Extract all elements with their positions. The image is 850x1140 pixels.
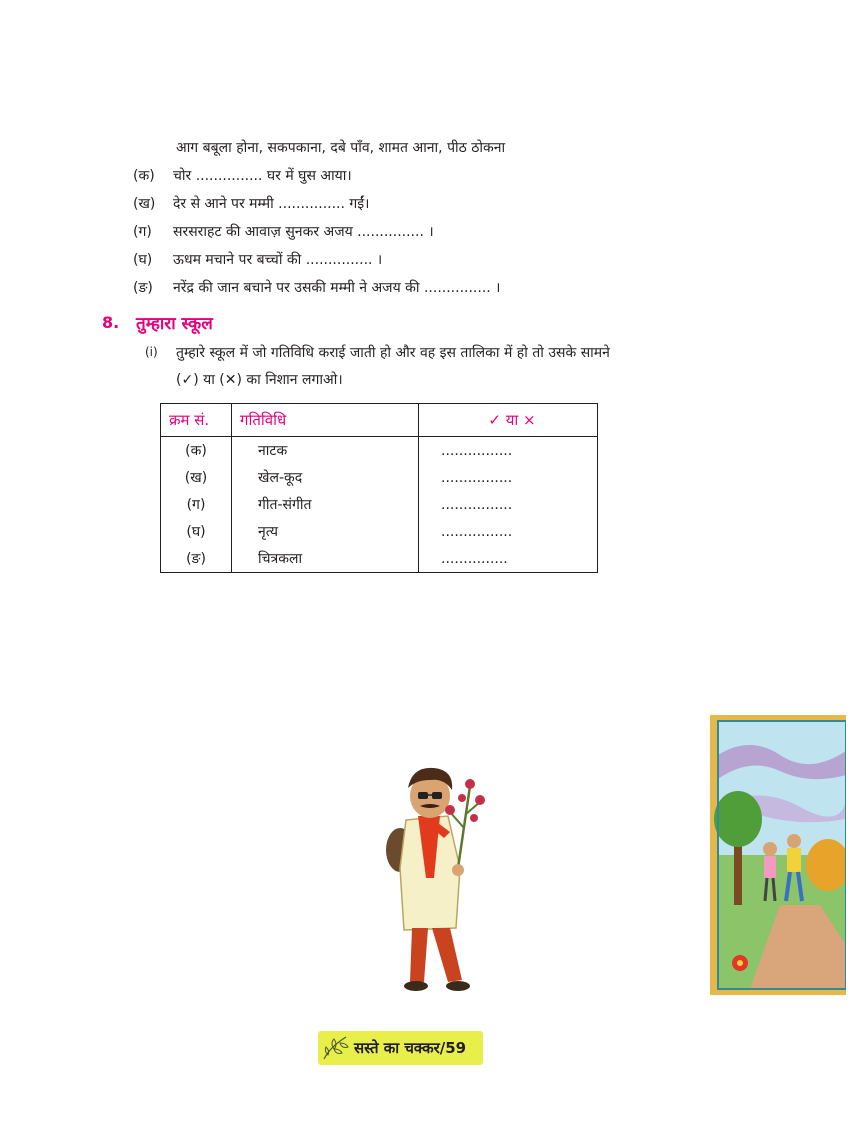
table-header-row	[161, 404, 598, 437]
man-with-flowers-illustration	[378, 758, 490, 994]
row-mark: ...............	[441, 550, 508, 567]
question-text: चोर ............... घर में घुस आया।	[173, 168, 352, 184]
word-bank: आग बबूला होना, सकपकाना, दबे पाँव, शामत आना, पीठ ठोकना	[176, 140, 506, 156]
instruction-line-1: तुम्हारे स्कूल में जो गतिविधि कराई जाती हो और वह इस तालिका में हो तो उसके सामने	[176, 345, 610, 361]
section-title: तुम्हारा स्कूल	[136, 314, 213, 334]
footer-page-label	[318, 1031, 483, 1065]
table-row	[161, 491, 598, 518]
row-activity: नाटक	[232, 437, 419, 465]
footer-text: सस्ते का चक्कर/59	[354, 1039, 467, 1057]
question-text: नरेंद्र की जान बचाने पर उसकी मम्मी ने अजय की ............... ।	[173, 280, 501, 296]
row-serial: (ङ)	[161, 545, 232, 573]
table-row	[161, 518, 598, 545]
header-activity: गतिविधि	[232, 404, 419, 437]
park-scene-illustration	[710, 715, 846, 995]
question-label: (ग)	[133, 224, 152, 240]
leaf-sketch-icon	[320, 1033, 350, 1063]
row-serial: (घ)	[161, 518, 232, 545]
table-row	[161, 545, 598, 573]
section-number: 8.	[102, 313, 120, 332]
row-activity: खेल-कूद	[232, 464, 419, 491]
row-mark: ................	[441, 442, 513, 459]
question-text: ऊधम मचाने पर बच्चों की ............... ।	[173, 252, 383, 268]
row-mark: ................	[441, 496, 513, 513]
question-1	[133, 166, 352, 185]
sub-question-number: (i)	[145, 345, 158, 359]
row-serial: (क)	[161, 437, 232, 465]
row-activity: गीत-संगीत	[232, 491, 419, 518]
row-activity: नृत्य	[232, 518, 419, 545]
row-serial: (ख)	[161, 464, 232, 491]
question-label: (घ)	[133, 252, 153, 268]
question-4	[133, 250, 382, 269]
row-mark: ................	[441, 523, 513, 540]
question-text: देर से आने पर मम्मी ............... गईं।	[173, 196, 370, 212]
question-5	[133, 278, 500, 297]
row-activity: चित्रकला	[232, 545, 419, 573]
activity-table	[160, 403, 598, 573]
question-label: (ङ)	[133, 280, 153, 296]
table-row	[161, 464, 598, 491]
table-row	[161, 437, 598, 465]
header-mark: ✓ या ×	[419, 404, 598, 437]
question-2	[133, 194, 369, 213]
question-text: सरसराहट की आवाज़ सुनकर अजय ............... ।	[173, 224, 434, 240]
instruction-line-2: (✓) या (✕) का निशान लगाओ।	[176, 372, 343, 388]
question-label: (ख)	[133, 196, 156, 212]
question-label: (क)	[133, 168, 155, 184]
question-3	[133, 222, 434, 241]
header-serial: क्रम सं.	[161, 404, 232, 437]
row-serial: (ग)	[161, 491, 232, 518]
row-mark: ................	[441, 469, 513, 486]
